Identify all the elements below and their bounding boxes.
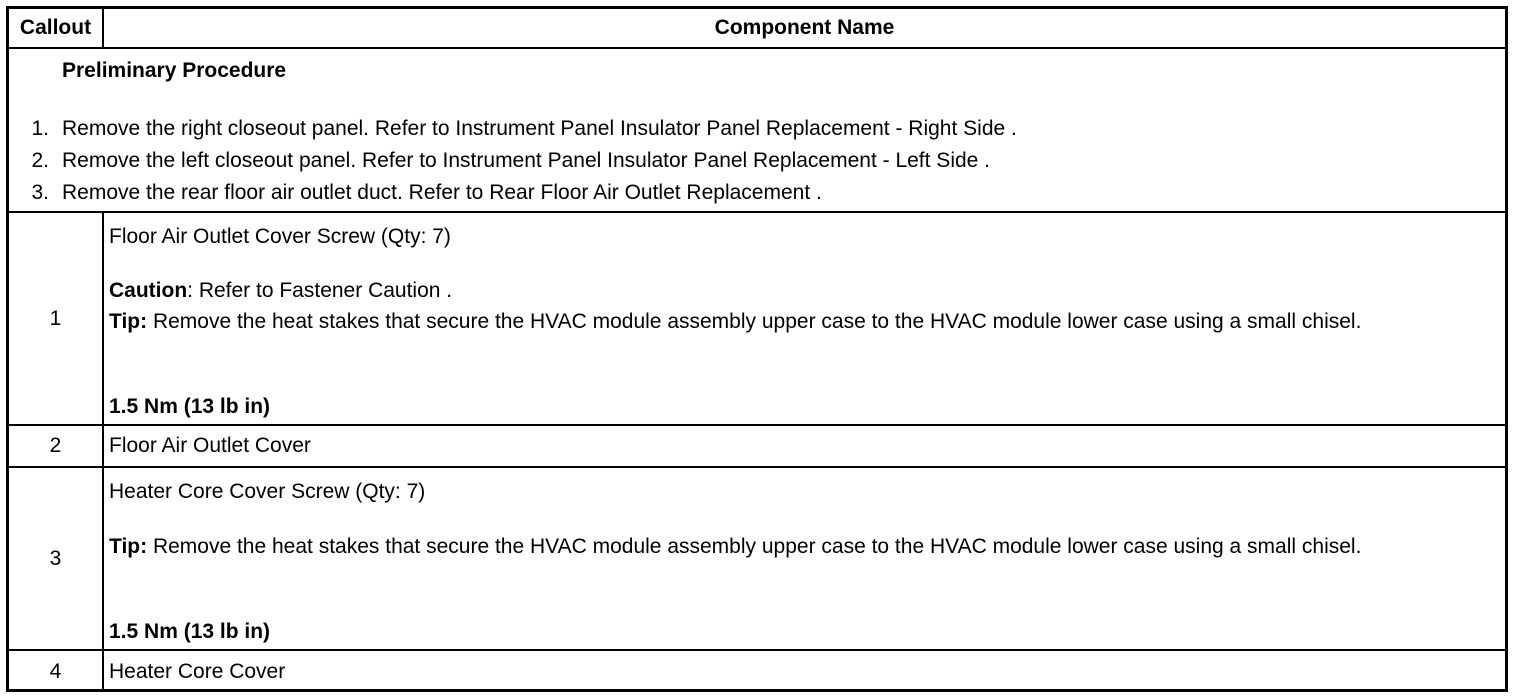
component-cell (104, 468, 1505, 649)
tip-label: Tip: (109, 310, 148, 333)
component-table (6, 6, 1508, 692)
step-text: Remove the left closeout panel. Refer to Instrument Panel Insulator Panel Replacement - Left Side . (62, 149, 991, 172)
table-header-row (9, 9, 1505, 49)
preliminary-procedure-title: Preliminary Procedure (62, 59, 287, 82)
step-number: 1. (31, 117, 49, 140)
preliminary-step (9, 149, 990, 173)
step-text: Remove the rear floor air outlet duct. Refer to Rear Floor Air Outlet Replacement . (62, 181, 822, 204)
callout-header: Callout (9, 9, 104, 47)
torque-spec (109, 395, 270, 419)
preliminary-step (9, 181, 822, 205)
tip-note (109, 532, 1475, 562)
step-number: 2. (31, 149, 49, 172)
component-name-header: Component Name (714, 16, 895, 39)
table-row (9, 426, 1505, 468)
tip-label: Tip: (109, 535, 148, 558)
caution-text: : Refer to Fastener Caution . (187, 279, 453, 302)
tip-text: Remove the heat stakes that secure the HVAC module assembly upper case to the HVAC module lower case using a small chisel. (147, 310, 1362, 333)
table-row (9, 468, 1505, 651)
torque-value: 1.5 Nm (13 lb in) (109, 620, 271, 643)
table-row (9, 651, 1505, 692)
tip-text: Remove the heat stakes that secure the HVAC module assembly upper case to the HVAC module lower case using a small chisel. (147, 535, 1362, 558)
component-cell (104, 213, 1505, 424)
callout-number: 4 (9, 651, 104, 692)
step-text: Remove the right closeout panel. Refer to Instrument Panel Insulator Panel Replacement - Right Side . (62, 117, 1017, 140)
torque-spec (109, 620, 270, 644)
torque-value: 1.5 Nm (13 lb in) (109, 395, 271, 418)
component-name: Heater Core Cover (109, 659, 286, 683)
component-name: Floor Air Outlet Cover Screw (Qty: 7) (109, 225, 451, 248)
component-name: Floor Air Outlet Cover (109, 434, 311, 457)
tip-note (109, 307, 1475, 337)
step-number: 3. (31, 181, 49, 204)
caution-note (109, 279, 452, 303)
callout-number: 1 (9, 213, 104, 424)
preliminary-step (9, 117, 1017, 141)
preliminary-procedure-row (9, 49, 1505, 213)
caution-label: Caution (109, 279, 188, 302)
callout-number: 3 (9, 468, 104, 649)
component-name: Heater Core Cover Screw (Qty: 7) (109, 480, 426, 503)
table-row (9, 213, 1505, 426)
callout-number: 2 (9, 426, 104, 466)
